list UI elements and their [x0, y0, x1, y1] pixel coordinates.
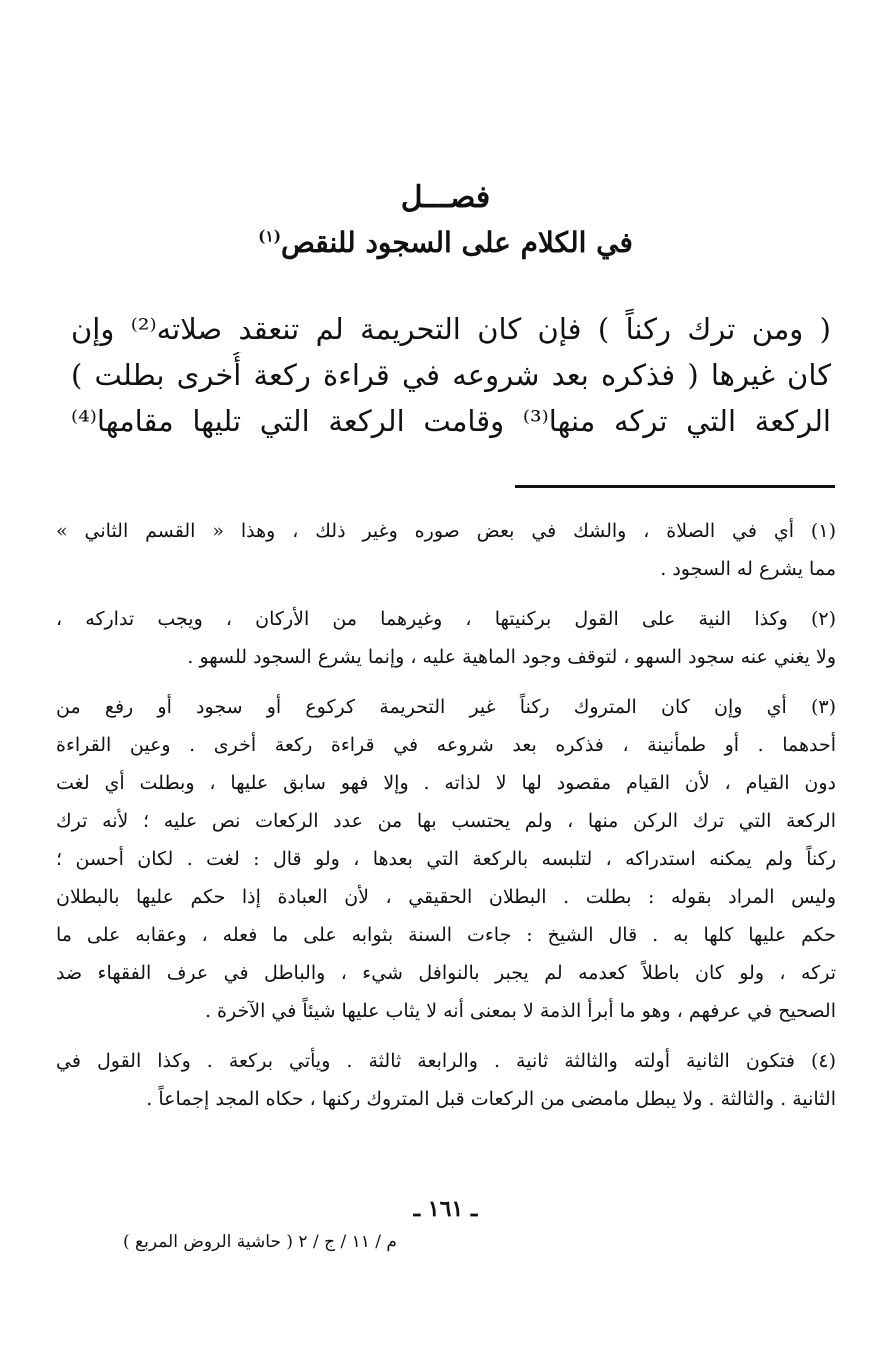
section-subtitle — [0, 226, 891, 259]
footnote-line: الركعة التي ترك الركن منها ، ولم يحتسب بها من عدد الركعات نص عليه ؛ لأنه ترك — [56, 810, 836, 832]
footnote-line: حكم عليها كلها به . قال الشيخ : جاءت السنة بثوابه على ما فعله ، وعقابه على ما — [56, 924, 836, 946]
footnote-ref-1: (١) — [258, 227, 281, 246]
footnote-line: دون القيام ، لأن القيام مقصود لها لا لذاته . وإلا فهو سابق عليها ، وبطلت أي لغت — [56, 772, 836, 794]
footnote-line: ولا يغني عنه سجود السهو ، لتوقف وجود الماهية عليه ، وإنما يشرع السجود للسهو . — [187, 646, 836, 668]
main-text-line: الركعة التي تركه منها⁽³⁾ وقامت الركعة التي تليها مقامها⁽⁴⁾ — [71, 404, 831, 438]
footnote-line: (٣) أي وإن كان المتروك ركناً غير التحريمة كركوع أو سجود أو رفع من — [56, 696, 836, 718]
main-text-line: ( ومن ترك ركناً ) فإن كان التحريمة لم تنعقد صلاته⁽²⁾ وإن — [71, 312, 831, 346]
footnote-line: تركه ، ولو كان باطلاً كعدمه لم يجبر بالنوافل شيء ، والباطل في عرف الفقهاء ضد — [56, 962, 836, 984]
footnote-line: مما يشرع له السجود . — [660, 558, 836, 580]
main-text — [71, 306, 831, 444]
footnote-3 — [56, 688, 836, 1030]
footnote-line: الصحيح في عرفهم ، وهو ما أبرأ الذمة لا بمعنى أنه لا يثاب عليها شيئاً في الآخرة . — [204, 1000, 836, 1022]
footnote-1 — [56, 512, 836, 588]
section-title: فصـــل — [400, 180, 491, 215]
footnote-4 — [56, 1042, 836, 1118]
footnote-line: (٤) فتكون الثانية أولته والثالثة ثانية . والرابعة ثالثة . ويأتي بركعة . وكذا القول في — [56, 1050, 836, 1072]
section-subtitle-text: في الكلام على السجود للنقص — [281, 226, 633, 259]
footnote-2 — [56, 600, 836, 676]
footnote-line: ركناً ولم يمكنه استدراكه ، لتلبسه بالركعة التي بعدها ، ولو قال : لغت . لكان أحسن ؛ — [56, 848, 836, 870]
footnote-separator — [515, 485, 835, 488]
footnote-line: أحدهما . أو طمأنينة ، فذكره بعد شروعه في قراءة ركعة أخرى . وعين القراءة — [56, 734, 836, 756]
footnote-line: الثانية . والثالثة . ولا يبطل مامضى من الركعات قبل المتروك ركنها ، حكاه المجد إجماعاً . — [146, 1088, 836, 1110]
footer-reference: م / ١١ / ج / ٢ ( حاشية الروض المربع ) — [123, 1232, 397, 1252]
footnote-line: (١) أي في الصلاة ، والشك في بعض صوره وغير ذلك ، وهذا « القسم الثاني » — [56, 520, 836, 542]
footnote-line: (٢) وكذا النية على القول بركنيتها ، وغيرهما من الأركان ، ويجب تداركه ، — [56, 608, 836, 630]
main-text-line: كان غيرها ( فذكره بعد شروعه في قراءة ركعة أُخرى بطلت ) — [71, 358, 831, 392]
page-number: ـ ١٦١ ـ — [413, 1196, 478, 1222]
footnotes — [56, 512, 836, 1130]
footnote-line: وليس المراد بقوله : بطلت . البطلان الحقيقي ، لأن العبادة إذا حكم عليها بالبطلان — [56, 886, 836, 908]
